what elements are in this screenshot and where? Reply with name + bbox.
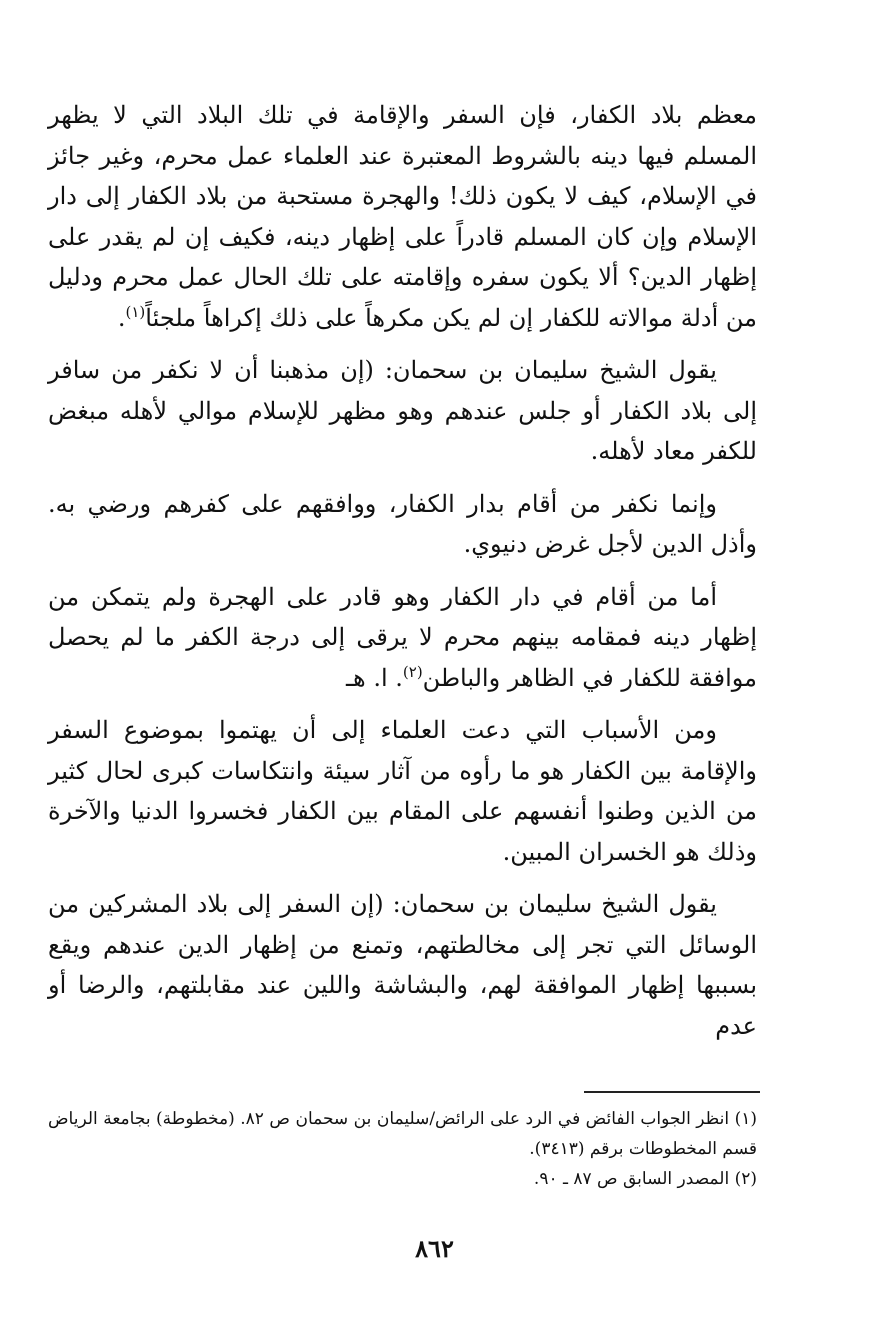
paragraph-4-end: . ا. هـ: [346, 663, 403, 692]
footnote-ref-2[interactable]: (٢): [402, 662, 423, 681]
paragraph-4: [48, 577, 757, 699]
footnote-separator: [584, 1091, 760, 1093]
paragraph-3: وإنما نكفر من أقام بدار الكفار، ووافقهم على كفرهم ورضي به. وأذل الدين لأجل غرض دنيوي.: [48, 489, 757, 558]
footnote-2: (٢) المصدر السابق ص ٨٧ ـ ٩٠.: [533, 1169, 757, 1189]
footnote-ref-1[interactable]: (١): [125, 302, 146, 321]
page-number: ٨٦٢: [415, 1234, 454, 1263]
footnotes: [48, 1104, 757, 1194]
paragraph-1-text: معظم بلاد الكفار، فإن السفر والإقامة في تلك البلاد التي لا يظهر المسلم فيها دينه بالشروط المعتبرة عند العلماء عمل محرم، وغير جائز في الإسلام، كيف لا يكون ذلك! والهجرة مستحبة من بلاد الكفار إلى دار الإسلام وإن كان المسلم قادراً على إظهار دينه، فكيف إن لم يقدر على إظهار الدين؟ ألا يكون سفره وإقامته على تلك الحال عمل محرم ودليل من أدلة موالاته للكفار إن لم يكن مكرهاً على ذلك إكراهاً ملجئاً: [48, 101, 757, 332]
footnote-1: (١) انظر الجواب الفائض في الرد على الرائض/سليمان بن سحمان ص ٨٢. (مخطوطة) بجامعة الرياض قسم المخطوطات برقم (٣٤١٣).: [48, 1109, 757, 1159]
paragraph-1-end: .: [117, 303, 126, 332]
main-text: [48, 95, 757, 1058]
paragraph-6: يقول الشيخ سليمان بن سحمان: (إن السفر إلى بلاد المشركين من الوسائل التي تجر إلى مخالطتهم، وتمنع من إظهار الدين عندهم ويقع بسببها إظهار الموافقة لهم، والبشاشة واللين عند مقابلتهم، والرضا أو عدم: [48, 890, 757, 1040]
paragraph-5: ومن الأسباب التي دعت العلماء إلى أن يهتموا بموضوع السفر والإقامة بين الكفار هو ما رأوه من آثار سيئة وانتكاسات كبرى لحال كثير من الذين وطنوا أنفسهم على المقام بين الكفار فخسروا الدنيا والآخرة وذلك هو الخسران المبين.: [48, 716, 757, 866]
paragraph-4-text: أما من أقام في دار الكفار وهو قادر على الهجرة ولم يتمكن من إظهار دينه فمقامه بينهم محرم لا يرقى إلى درجة الكفر ما لم يحصل موافقة للكفار في الظاهر والباطن: [48, 582, 757, 692]
paragraph-1: [48, 95, 757, 338]
paragraph-2: يقول الشيخ سليمان بن سحمان: (إن مذهبنا أن لا نكفر من سافر إلى بلاد الكفار أو جلس عندهم وهو مظهر للإسلام موالي لأهله مبغض للكفر معاد لأهله.: [48, 356, 757, 465]
